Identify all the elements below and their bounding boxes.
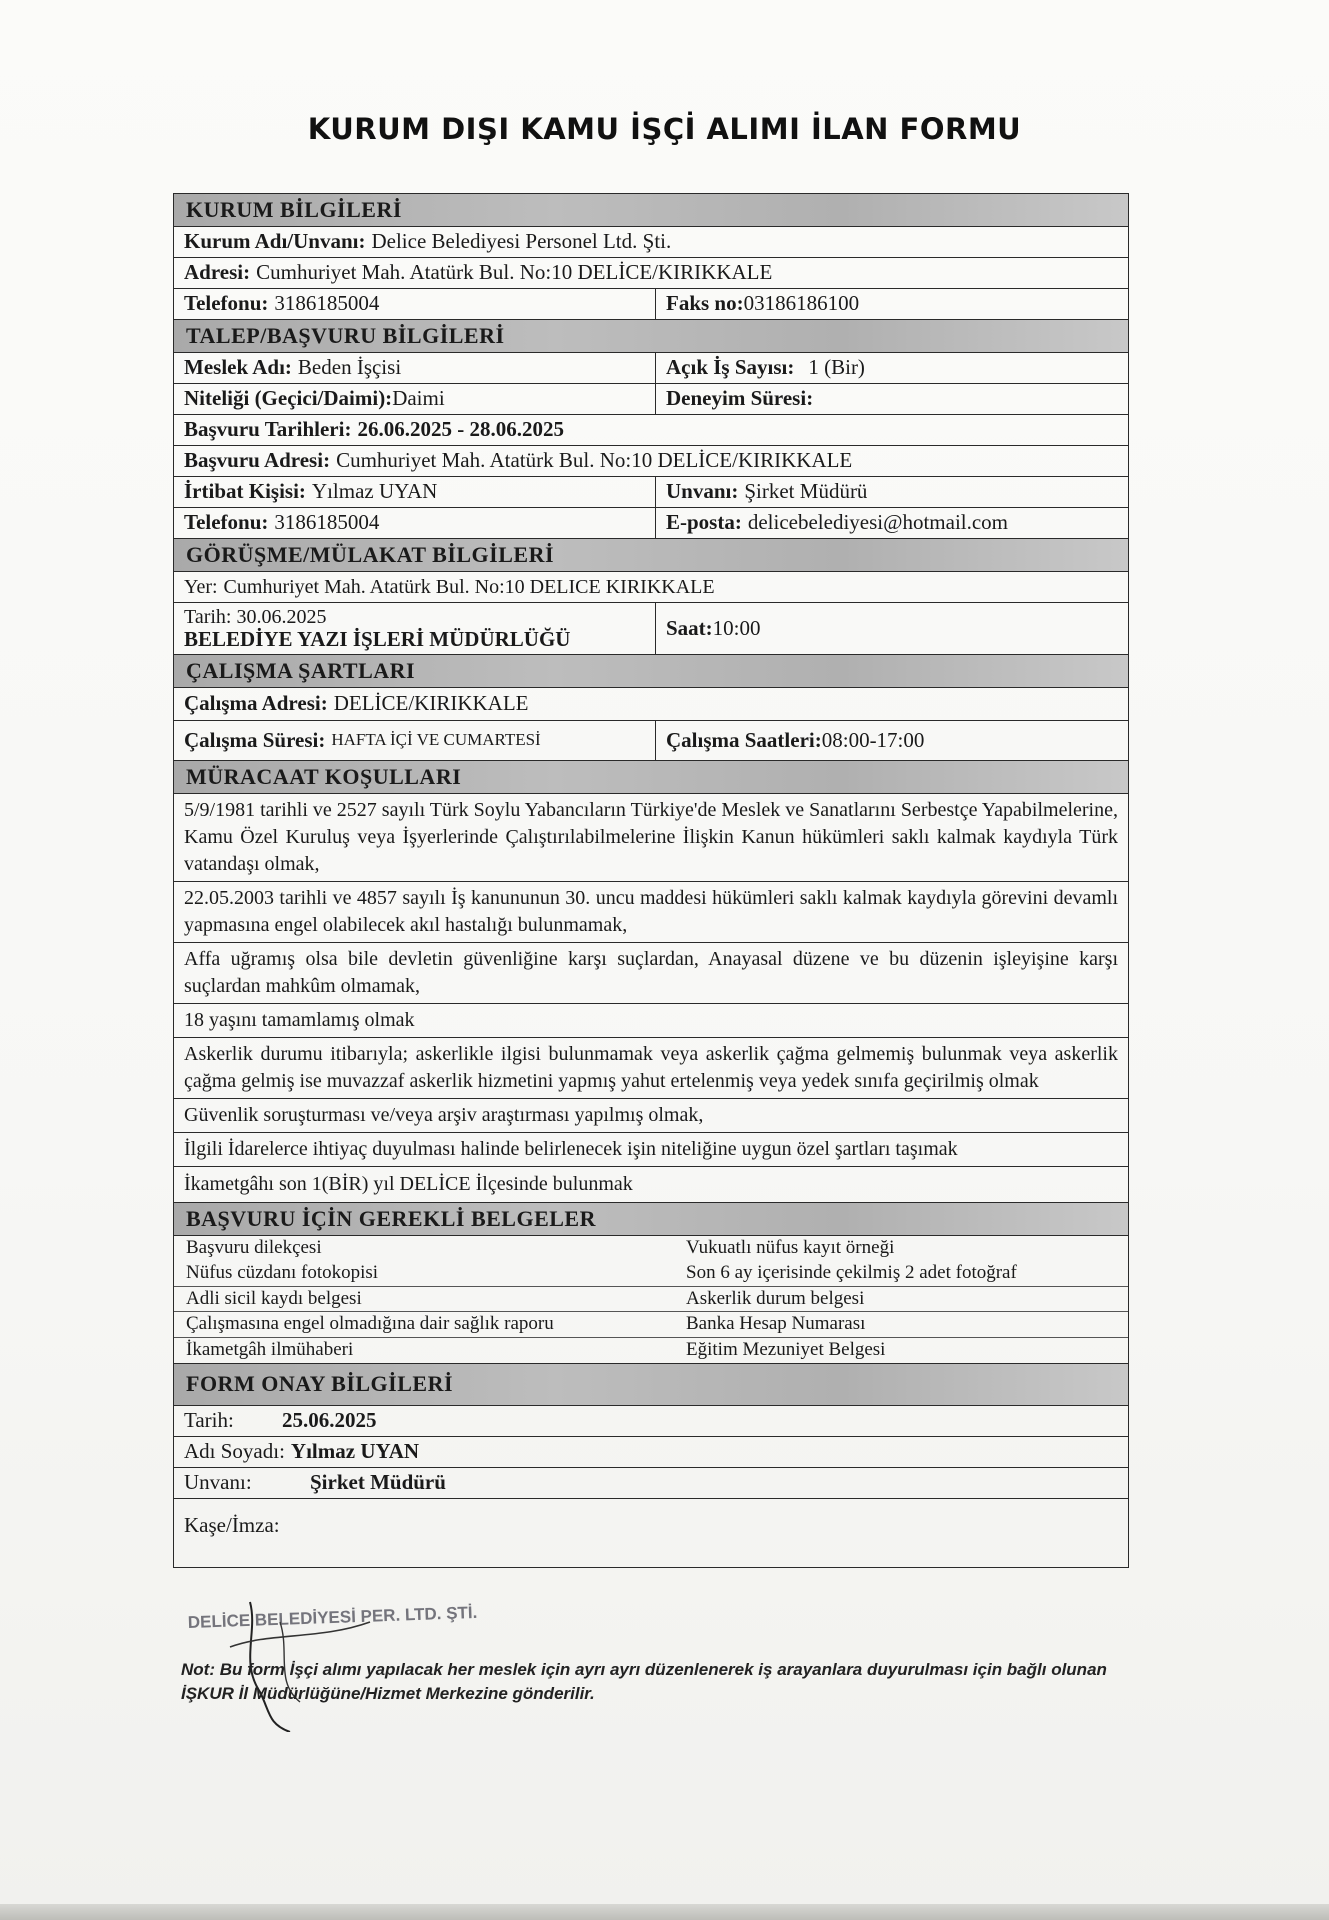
announcement-form (173, 193, 1129, 1568)
field-value: Cumhuriyet Mah. Atatürk Bul. No:10 DELİCE/KIRIKKALE (336, 448, 853, 473)
section-onay (174, 1364, 1128, 1406)
footnote: Not: Bu form İşçi alımı yapılacak her meslek için ayrı ayrı düzenlenerek iş arayanlara duyurulması için bağlı olunan İŞKUR İl Müdürlüğüne/Hizmet Merkezine gönderilir. (181, 1660, 1107, 1703)
field-value: Şirket Müdürü (310, 1470, 446, 1495)
field-label: Başvuru Adresi: (184, 448, 331, 473)
form-row (174, 1406, 1128, 1437)
field-value: 3186185004 (274, 291, 380, 316)
form-row (174, 384, 1128, 415)
condition-row (174, 882, 1128, 943)
document-item: Banka Hesap Numarası (686, 1313, 866, 1335)
field-value: HAFTA İÇİ VE CUMARTESİ (331, 730, 541, 750)
document-item: Vukuatlı nüfus kayıt örneği (686, 1237, 895, 1258)
condition-text: Affa uğramış olsa bile devletin güvenliğine karşı suçlardan, Anayasal düzene ve bu düzenin işleyişine karşı suçlardan mahkûm olmamak, (184, 948, 1118, 997)
field-value: 26.06.2025 - 28.06.2025 (357, 417, 564, 442)
form-row (174, 603, 1128, 655)
form-row (174, 446, 1128, 477)
field-label: Unvanı: (666, 479, 739, 504)
condition-row (174, 1038, 1128, 1099)
form-row (174, 572, 1128, 603)
field-label: Telefonu: (184, 510, 269, 535)
field-label: Meslek Adı: (184, 355, 292, 380)
condition-row (174, 794, 1128, 882)
section-kurum (174, 194, 1128, 227)
section-belgeler (174, 1203, 1128, 1236)
condition-row (174, 1167, 1128, 1203)
form-row (174, 688, 1128, 721)
form-row (174, 1437, 1128, 1468)
documents-row (174, 1312, 1128, 1338)
document-item: Askerlik durum belgesi (686, 1287, 865, 1309)
field-value: Cumhuriyet Mah. Atatürk Bul. No:10 DELICE KIRIKKALE (223, 576, 715, 598)
field-value: 03186186100 (743, 291, 860, 316)
field-value: 30.06.2025 (236, 605, 327, 628)
condition-row (174, 1133, 1128, 1167)
field-value: 25.06.2025 (282, 1408, 377, 1433)
field-label: Kaşe/İmza: (184, 1512, 280, 1537)
section-gorusme (174, 539, 1128, 572)
form-row (174, 258, 1128, 289)
field-label: Saat: (666, 615, 713, 640)
document-item: Başvuru dilekçesi (186, 1237, 322, 1258)
form-row (174, 353, 1128, 384)
field-label: Adresi: (184, 260, 251, 285)
field-label: Telefonu: (184, 291, 269, 316)
documents-row (174, 1287, 1128, 1313)
field-value: Cumhuriyet Mah. Atatürk Bul. No:10 DELİCE/KIRIKKALE (256, 260, 773, 285)
documents-row (174, 1236, 1128, 1261)
condition-row (174, 943, 1128, 1004)
section-muracaat (174, 761, 1128, 794)
stamp-text: DELİCE BELEDİYESİ PER. LTD. ŞTİ. (187, 1602, 478, 1632)
field-value: Delice Belediyesi Personel Ltd. Şti. (371, 229, 672, 254)
section-heading: BAŞVURU İÇİN GEREKLİ BELGELER (186, 1205, 596, 1231)
document-item: Adli sicil kaydı belgesi (186, 1287, 362, 1309)
section-heading: MÜRACAAT KOŞULLARI (186, 763, 462, 789)
documents-row (174, 1261, 1128, 1287)
email-value: delicebelediyesi@hotmail.com (747, 510, 1009, 535)
form-row (174, 415, 1128, 446)
field-label: E-posta: (666, 510, 742, 535)
form-row (174, 508, 1128, 539)
form-row (174, 289, 1128, 320)
field-value: Şirket Müdürü (744, 479, 868, 504)
section-heading: GÖRÜŞME/MÜLAKAT BİLGİLERİ (186, 541, 555, 567)
condition-row (174, 1004, 1128, 1038)
field-value: 1 (Bir) (808, 355, 865, 380)
document-item: Çalışmasına engel olmadığına dair sağlık raporu (186, 1313, 554, 1335)
section-heading: FORM ONAY BİLGİLERİ (186, 1371, 454, 1397)
field-label: Çalışma Saatleri: (666, 727, 822, 752)
field-label: Açık İş Sayısı: (666, 355, 795, 380)
section-heading: TALEP/BAŞVURU BİLGİLERİ (186, 322, 505, 348)
field-label: Adı Soyadı: (184, 1439, 285, 1464)
form-row (174, 1468, 1128, 1499)
document-item: Eğitim Mezuniyet Belgesi (686, 1339, 886, 1361)
field-label: Unvanı: (184, 1470, 252, 1495)
field-label: Çalışma Süresi: (184, 727, 326, 752)
condition-text: 22.05.2003 tarihli ve 4857 sayılı İş kanununun 30. uncu maddesi hükümleri saklı kalmak kaydıyla görevini devamlı yapmasına engel olabilecek akıl hastalığı bulunmamak, (184, 887, 1118, 936)
condition-row (174, 1099, 1128, 1133)
condition-text: 18 yaşını tamamlamış olmak (184, 1009, 415, 1031)
section-heading: ÇALIŞMA ŞARTLARI (186, 657, 416, 683)
section-calisma (174, 655, 1128, 688)
field-label: Deneyim Süresi: (666, 386, 814, 411)
form-row (174, 721, 1128, 761)
field-value: Daimi (392, 386, 445, 411)
field-value: DELİCE/KIRIKKALE (333, 691, 529, 716)
condition-text: İkametgâhı son 1(BİR) yıl DELİCE İlçesinde bulunmak (184, 1173, 633, 1195)
signature-stroke (230, 1622, 370, 1647)
document-item: Nüfus cüzdanı fotokopisi (186, 1261, 379, 1283)
field-label: Çalışma Adresi: (184, 691, 328, 716)
section-talep (174, 320, 1128, 353)
condition-text: İlgili İdarelerce ihtiyaç duyulması halinde belirlenecek işin niteliğine uygun özel şartları taşımak (184, 1138, 958, 1160)
section-heading: KURUM BİLGİLERİ (186, 196, 402, 222)
field-value: Beden İşçisi (297, 355, 402, 380)
form-row (174, 1499, 1128, 1567)
condition-text: Güvenlik soruşturması ve/veya arşiv araştırması yapılmış olmak, (184, 1104, 704, 1126)
field-value: 10:00 (712, 615, 761, 640)
field-value: BELEDİYE YAZI İŞLERİ MÜDÜRLÜĞÜ (184, 626, 571, 651)
form-row (174, 227, 1128, 258)
field-label: Başvuru Tarihleri: (184, 417, 352, 442)
field-label: Yer: (184, 576, 218, 598)
field-value: 3186185004 (274, 510, 380, 535)
field-label: İrtibat Kişisi: (184, 479, 306, 504)
document-item: İkametgâh ilmühaberi (186, 1339, 354, 1361)
field-label: Faks no: (666, 291, 744, 316)
field-value: 08:00-17:00 (821, 727, 925, 752)
page-title: KURUM DIŞI KAMU İŞÇİ ALIMI İLAN FORMU (307, 112, 1022, 146)
field-label: Tarih: (184, 1408, 234, 1433)
field-value: Yılmaz UYAN (290, 1439, 420, 1464)
field-value: Yılmaz UYAN (311, 479, 438, 504)
form-row (174, 477, 1128, 508)
condition-text: 5/9/1981 tarihli ve 2527 sayılı Türk Soylu Yabancıların Türkiye'de Meslek ve Sanatlarını Serbestçe Yapabilmelerine, Kamu Özel Kuruluş veya İşyerlerinde Çalıştırılabilmelerine İlişkin Kanun hükümleri saklı kalmak kaydıyla Türk vatandaşı olmak, (184, 799, 1118, 875)
document-item: Son 6 ay içerisinde çekilmiş 2 adet fotoğraf (686, 1261, 1017, 1283)
page-edge (0, 1904, 1329, 1920)
documents-row (174, 1338, 1128, 1364)
field-label: Tarih: (184, 605, 232, 628)
field-label: Niteliği (Geçici/Daimi): (184, 386, 393, 411)
condition-text: Askerlik durumu itibarıyla; askerlikle ilgisi bulunmamak veya askerlik çağma gelmemiş bulunmak veya askerlik çağma gelmiş ise muvazzaf askerlik hizmetini yapmış yahut ertelenmiş veya yedek sınıfa geçirilmiş olmak (184, 1043, 1118, 1092)
field-label: Kurum Adı/Unvanı: (184, 229, 366, 254)
